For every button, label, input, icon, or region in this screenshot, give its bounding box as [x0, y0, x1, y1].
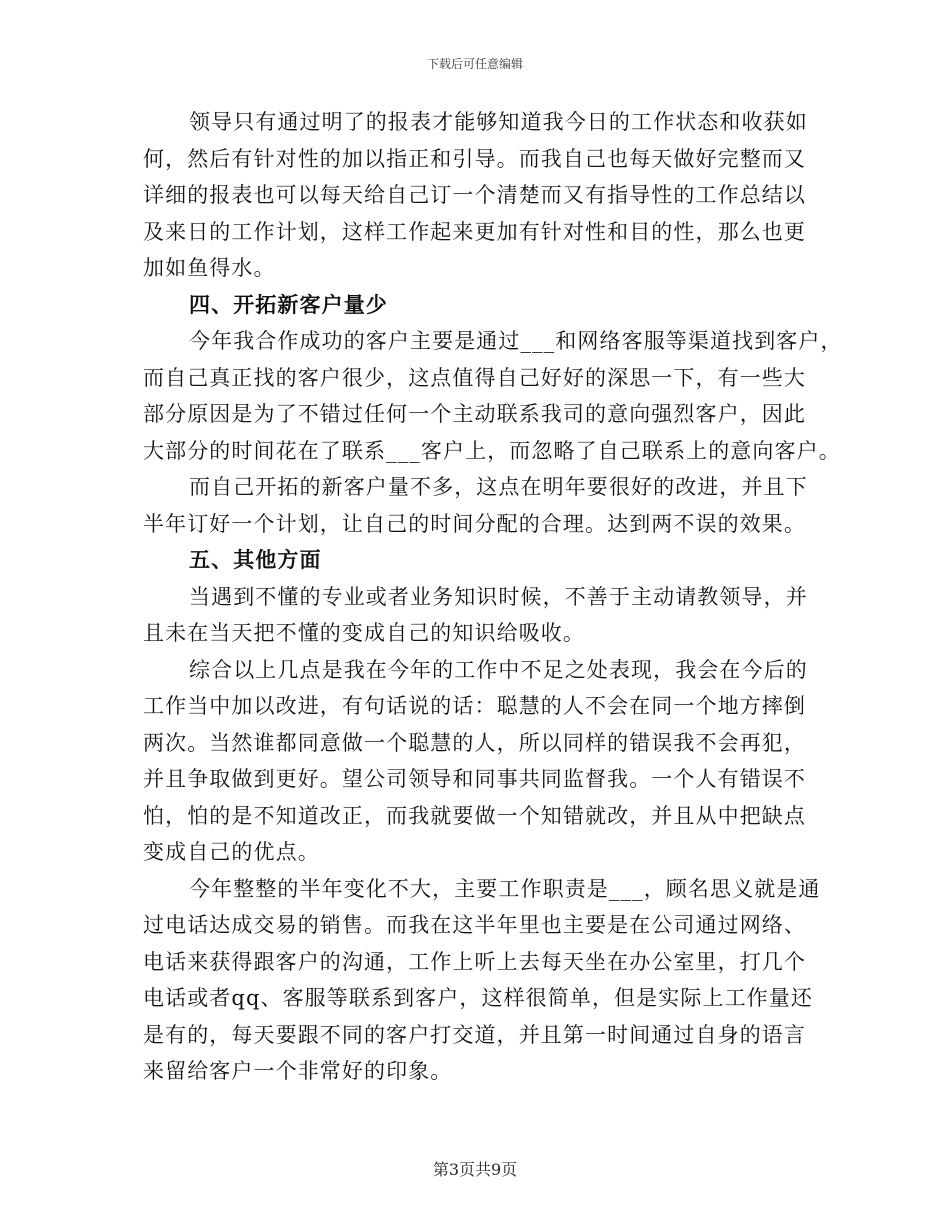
paragraph-line: 而自己真正找的客户很少，这点值得自己好好的深思一下，有一些大	[143, 365, 806, 390]
paragraph-line: 今年整整的半年变化不大，主要工作职责是___，顾名思义就是通	[189, 876, 821, 901]
paragraph-line: 是有的，每天要跟不同的客户打交道，并且第一时间通过自身的语言	[143, 1022, 806, 1047]
paragraph-line: 且未在当天把不懂的变成自己的知识给吸收。	[143, 621, 585, 645]
paragraph-line: 变成自己的优点。	[143, 840, 320, 864]
page-number: 第3页共9页	[432, 1160, 518, 1179]
paragraph-line: 电话来获得跟客户的沟通，工作上听上去每天坐在办公室里，打几个	[143, 949, 806, 974]
paragraph-line: 及来日的工作计划，这样工作起来更加有针对性和目的性，那么也更	[143, 219, 806, 244]
paragraph-line: 今年我合作成功的客户主要是通过___和网络客服等渠道找到客户，	[189, 329, 843, 353]
paragraph-line: 半年订好一个计划，让自己的时间分配的合理。达到两不误的效果。	[143, 511, 806, 536]
paragraph-line: 两次。当然谁都同意做一个聪慧的人，所以同样的错误我不会再犯，	[143, 730, 806, 755]
document-body	[143, 104, 843, 1090]
paragraph-line: 怕，怕的是不知道改正，而我就要做一个知错就改，并且从中把缺点	[143, 803, 806, 828]
paragraph-line: 过电话达成交易的销售。而我在这半年里也主要是在公司通过网络、	[143, 913, 806, 937]
paragraph-line: 并且争取做到更好。望公司领导和同事共同监督我。一个人有错误不	[143, 767, 806, 791]
section-heading: 四、开拓新客户量少	[189, 291, 388, 317]
paragraph-line: 大部分的时间花在了联系___客户上，而忽略了自己联系上的意向客户。	[143, 438, 841, 463]
paragraph-line: 综合以上几点是我在今年的工作中不足之处表现，我会在今后的	[189, 657, 808, 682]
paragraph-line: 领导只有通过明了的报表才能够知道我今日的工作状态和收获如	[189, 110, 808, 134]
paragraph-line: 当遇到不懂的专业或者业务知识时候，不善于主动请教领导，并	[189, 584, 808, 609]
paragraph-line: 何，然后有针对性的加以指正和引导。而我自己也每天做好完整而又	[143, 146, 806, 171]
paragraph-line: 工作当中加以改进，有句话说的话：聪慧的人不会在同一个地方摔倒	[143, 694, 806, 718]
paragraph-line: 来留给客户一个非常好的印象。	[143, 1059, 453, 1083]
paragraph-line: 加如鱼得水。	[143, 256, 276, 280]
paragraph-line: 而自己开拓的新客户量不多，这点在明年要很好的改进，并且下	[189, 475, 808, 499]
paragraph-line: 详细的报表也可以每天给自己订一个清楚而又有指导性的工作总结以	[143, 183, 806, 207]
page-header: 下载后可任意编辑	[426, 57, 523, 71]
paragraph-line: 部分原因是为了不错过任何一个主动联系我司的意向强烈客户，因此	[143, 402, 806, 426]
section-heading: 五、其他方面	[189, 547, 322, 572]
paragraph-line: 电话或者qq、客服等联系到客户，这样很简单，但是实际上工作量还	[143, 986, 813, 1010]
